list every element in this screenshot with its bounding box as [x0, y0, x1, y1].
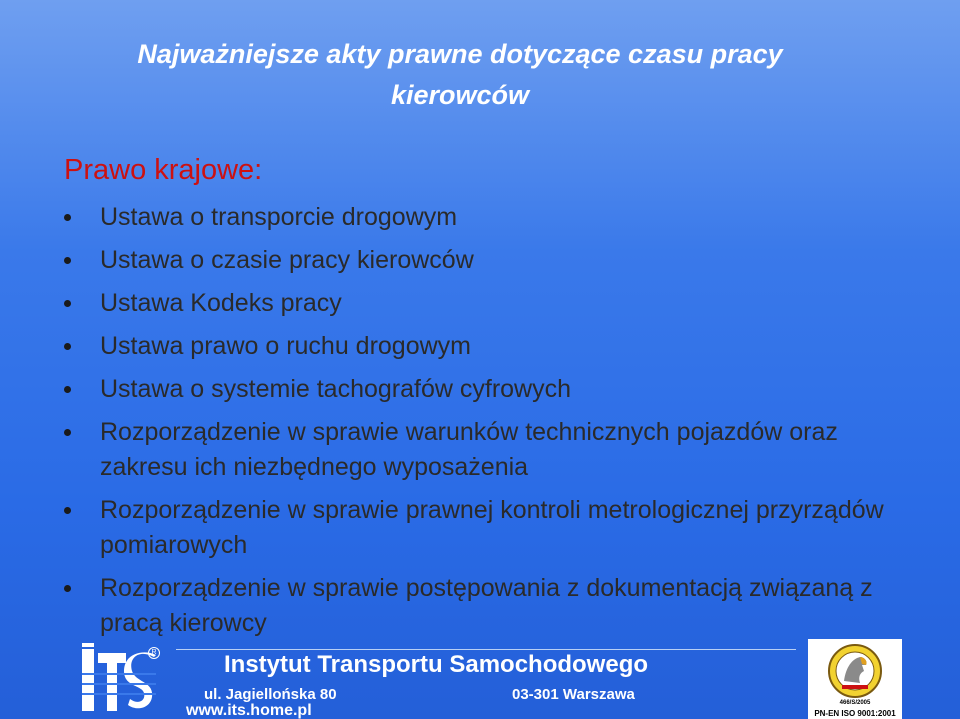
list-item — [62, 329, 922, 364]
institute-name: Instytut Transportu Samochodowego — [224, 651, 649, 678]
bullet-icon — [64, 585, 71, 592]
list-item-text: Rozporządzenie w sprawie prawnej kontroli metrologicznej przyrządów pomiarowych — [100, 496, 884, 559]
slide-title-line-1: Najważniejsze akty prawne dotyczące czasu pracy — [137, 39, 783, 69]
bullet-icon — [64, 507, 71, 514]
its-logo — [80, 643, 158, 713]
list-item — [62, 415, 922, 485]
list-item — [62, 372, 922, 407]
list-item — [62, 286, 922, 321]
list-item-text: Rozporządzenie w sprawie warunków technicznych pojazdów oraz zakresu ich niezbędnego wyposażenia — [100, 418, 838, 481]
slide-title — [40, 34, 880, 116]
certificate-id: 466/S/2005 — [839, 700, 871, 706]
list-item — [62, 493, 922, 563]
slide-title-line-2: kierowców — [390, 80, 530, 110]
its-logo-icon — [80, 643, 158, 713]
iso-certificate-badge — [808, 639, 902, 719]
list-item-text: Rozporządzenie w sprawie postępowania z dokumentacją związaną z pracą kierowcy — [100, 574, 873, 637]
list-item — [62, 571, 922, 641]
list-item-text: Ustawa o transporcie drogowym — [100, 203, 458, 231]
bullet-icon — [64, 429, 71, 436]
registered-mark: R — [148, 647, 160, 659]
bullet-icon — [64, 343, 71, 350]
list-item-text: Ustawa prawo o ruchu drogowym — [100, 332, 471, 360]
list-item — [62, 200, 922, 235]
bullet-list — [62, 200, 922, 649]
institute-address: ul. Jagiellońska 80 — [204, 686, 337, 703]
bullet-icon — [64, 386, 71, 393]
list-item-text: Ustawa o systemie tachografów cyfrowych — [100, 375, 572, 403]
bullet-icon — [64, 300, 71, 307]
eagle-seal-icon — [826, 643, 884, 699]
bullet-icon — [64, 257, 71, 264]
list-item-text: Ustawa o czasie pracy kierowców — [100, 246, 474, 274]
list-item — [62, 243, 922, 278]
section-heading: Prawo krajowe: — [64, 154, 263, 186]
institute-website[interactable]: www.its.home.pl — [186, 702, 312, 719]
bullet-icon — [64, 214, 71, 221]
institute-postal: 03-301 Warszawa — [512, 686, 635, 703]
certificate-standard: PN-EN ISO 9001:2001 — [814, 709, 896, 718]
list-item-text: Ustawa Kodeks pracy — [100, 289, 342, 317]
